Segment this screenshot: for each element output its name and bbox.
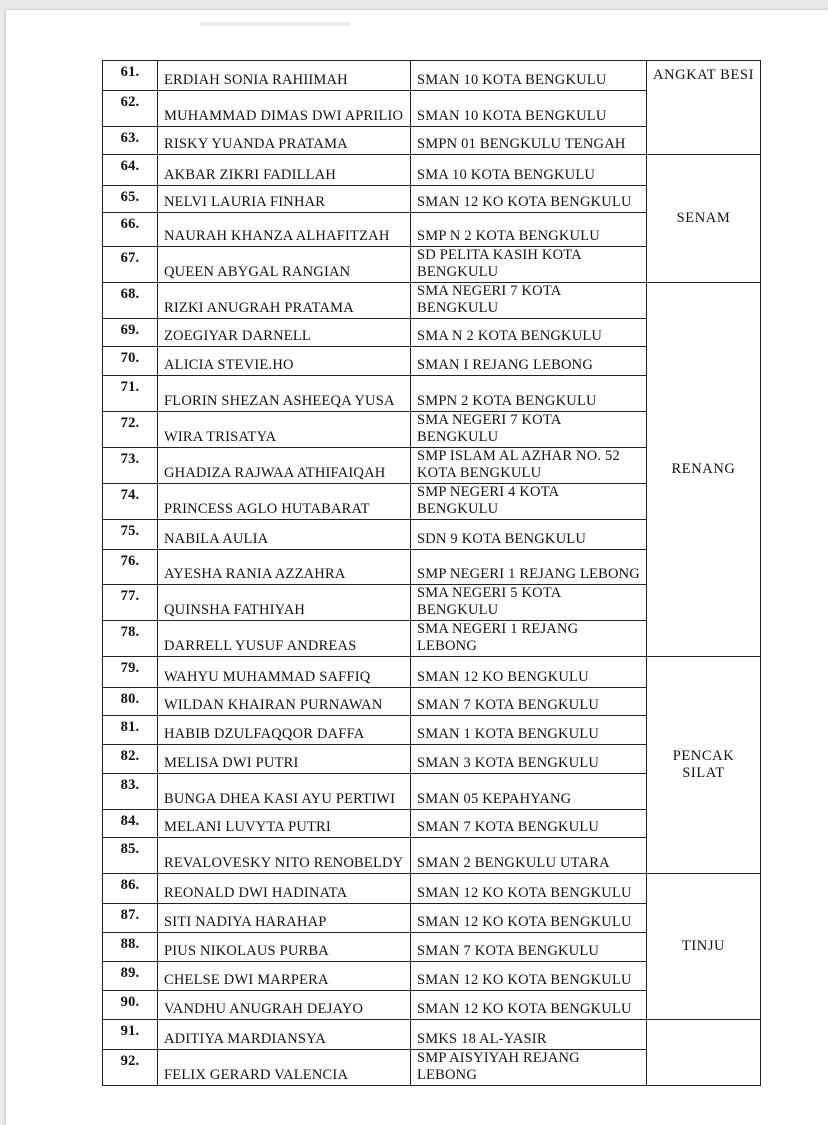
school-name: SMPN 01 BENGKULU TENGAH [411,127,647,155]
athlete-name: VANDHU ANUGRAH DEJAYO [158,991,411,1020]
row-number: 92. [103,1050,158,1086]
table-row [103,61,761,91]
athlete-name: DARRELL YUSUF ANDREAS [158,621,411,657]
row-number: 63. [103,127,158,155]
row-number: 61. [103,61,158,91]
table-row [103,657,761,688]
sport-category: ANGKAT BESI [647,61,761,155]
school-name: SMA NEGERI 5 KOTA BENGKULU [411,585,647,621]
athlete-name: MELISA DWI PUTRI [158,745,411,774]
row-number: 89. [103,962,158,991]
athlete-name: ALICIA STEVIE.HO [158,347,411,376]
athlete-name: FELIX GERARD VALENCIA [158,1050,411,1086]
athlete-name: PIUS NIKOLAUS PURBA [158,933,411,962]
school-name: SMA 10 KOTA BENGKULU [411,155,647,186]
school-name: SMAN 12 KO BENGKULU [411,657,647,688]
athlete-name: NELVI LAURIA FINHAR [158,186,411,213]
school-name: SMA N 2 KOTA BENGKULU [411,319,647,347]
athlete-name: GHADIZA RAJWAA ATHIFAIQAH [158,448,411,484]
row-number: 76. [103,550,158,585]
sport-category: RENANG [647,283,761,657]
school-name: SMKS 18 AL-YASIR [411,1020,647,1050]
row-number: 82. [103,745,158,774]
school-name: SMAN 2 BENGKULU UTARA [411,838,647,874]
row-number: 90. [103,991,158,1020]
row-number: 74. [103,484,158,520]
athlete-name: WIRA TRISATYA [158,412,411,448]
sport-category [647,1020,761,1086]
athlete-name: SITI NADIYA HARAHAP [158,904,411,933]
athlete-name: ZOEGIYAR DARNELL [158,319,411,347]
school-name: SMP NEGERI 1 REJANG LEBONG [411,550,647,585]
row-number: 78. [103,621,158,657]
sport-category: SENAM [647,155,761,283]
school-name: SMAN 7 KOTA BENGKULU [411,810,647,838]
row-number: 70. [103,347,158,376]
row-number: 68. [103,283,158,319]
sport-category: TINJU [647,874,761,1020]
athlete-name: NAURAH KHANZA ALHAFITZAH [158,213,411,247]
school-name: SD PELITA KASIH KOTA BENGKULU [411,247,647,283]
school-name: SMP AISYIYAH REJANG LEBONG [411,1050,647,1086]
athlete-name: BUNGA DHEA KASI AYU PERTIWI [158,774,411,810]
school-name: SMAN 12 KO KOTA BENGKULU [411,874,647,904]
row-number: 80. [103,688,158,716]
athlete-roster-table [102,60,761,1086]
row-number: 83. [103,774,158,810]
school-name: SMAN 7 KOTA BENGKULU [411,688,647,716]
school-name: SMP NEGERI 4 KOTA BENGKULU [411,484,647,520]
athlete-name: PRINCESS AGLO HUTABARAT [158,484,411,520]
athlete-name: REONALD DWI HADINATA [158,874,411,904]
row-number: 77. [103,585,158,621]
athlete-name: RISKY YUANDA PRATAMA [158,127,411,155]
athlete-name: MUHAMMAD DIMAS DWI APRILIO [158,91,411,127]
school-name: SDN 9 KOTA BENGKULU [411,520,647,550]
row-number: 88. [103,933,158,962]
athlete-name: AKBAR ZIKRI FADILLAH [158,155,411,186]
table-row [103,283,761,319]
row-number: 87. [103,904,158,933]
sport-category: PENCAK SILAT [647,657,761,874]
row-number: 79. [103,657,158,688]
table-row [103,1020,761,1050]
school-name: SMAN 10 KOTA BENGKULU [411,91,647,127]
school-name: SMPN 2 KOTA BENGKULU [411,376,647,412]
school-name: SMAN 10 KOTA BENGKULU [411,61,647,91]
school-name: SMAN 3 KOTA BENGKULU [411,745,647,774]
row-number: 72. [103,412,158,448]
athlete-name: HABIB DZULFAQQOR DAFFA [158,716,411,745]
athlete-name: ADITIYA MARDIANSYA [158,1020,411,1050]
row-number: 66. [103,213,158,247]
athlete-name: QUEEN ABYGAL RANGIAN [158,247,411,283]
row-number: 81. [103,716,158,745]
school-name: SMAN 12 KO KOTA BENGKULU [411,991,647,1020]
row-number: 91. [103,1020,158,1050]
school-name: SMAN 05 KEPAHYANG [411,774,647,810]
athlete-name: AYESHA RANIA AZZAHRA [158,550,411,585]
athlete-name: RIZKI ANUGRAH PRATAMA [158,283,411,319]
row-number: 75. [103,520,158,550]
school-name: SMAN 7 KOTA BENGKULU [411,933,647,962]
row-number: 62. [103,91,158,127]
school-name: SMAN I REJANG LEBONG [411,347,647,376]
school-name: SMAN 1 KOTA BENGKULU [411,716,647,745]
school-name: SMAN 12 KO KOTA BENGKULU [411,186,647,213]
athlete-name: CHELSE DWI MARPERA [158,962,411,991]
scan-mark [200,22,350,26]
school-name: SMA NEGERI 7 KOTA BENGKULU [411,283,647,319]
athlete-name: FLORIN SHEZAN ASHEEQA YUSA [158,376,411,412]
row-number: 71. [103,376,158,412]
school-name: SMA NEGERI 7 KOTA BENGKULU [411,412,647,448]
school-name: SMP N 2 KOTA BENGKULU [411,213,647,247]
athlete-name: MELANI LUVYTA PUTRI [158,810,411,838]
row-number: 69. [103,319,158,347]
athlete-name: QUINSHA FATHIYAH [158,585,411,621]
school-name: SMAN 12 KO KOTA BENGKULU [411,962,647,991]
row-number: 84. [103,810,158,838]
athlete-name: REVALOVESKY NITO RENOBELDY [158,838,411,874]
row-number: 67. [103,247,158,283]
school-name: SMA NEGERI 1 REJANG LEBONG [411,621,647,657]
school-name: SMP ISLAM AL AZHAR NO. 52 KOTA BENGKULU [411,448,647,484]
row-number: 65. [103,186,158,213]
athlete-name: WAHYU MUHAMMAD SAFFIQ [158,657,411,688]
school-name: SMAN 12 KO KOTA BENGKULU [411,904,647,933]
row-number: 86. [103,874,158,904]
row-number: 73. [103,448,158,484]
row-number: 64. [103,155,158,186]
row-number: 85. [103,838,158,874]
table-row [103,874,761,904]
athlete-name: NABILA AULIA [158,520,411,550]
table-row [103,155,761,186]
athlete-name: WILDAN KHAIRAN PURNAWAN [158,688,411,716]
athlete-name: ERDIAH SONIA RAHIIMAH [158,61,411,91]
